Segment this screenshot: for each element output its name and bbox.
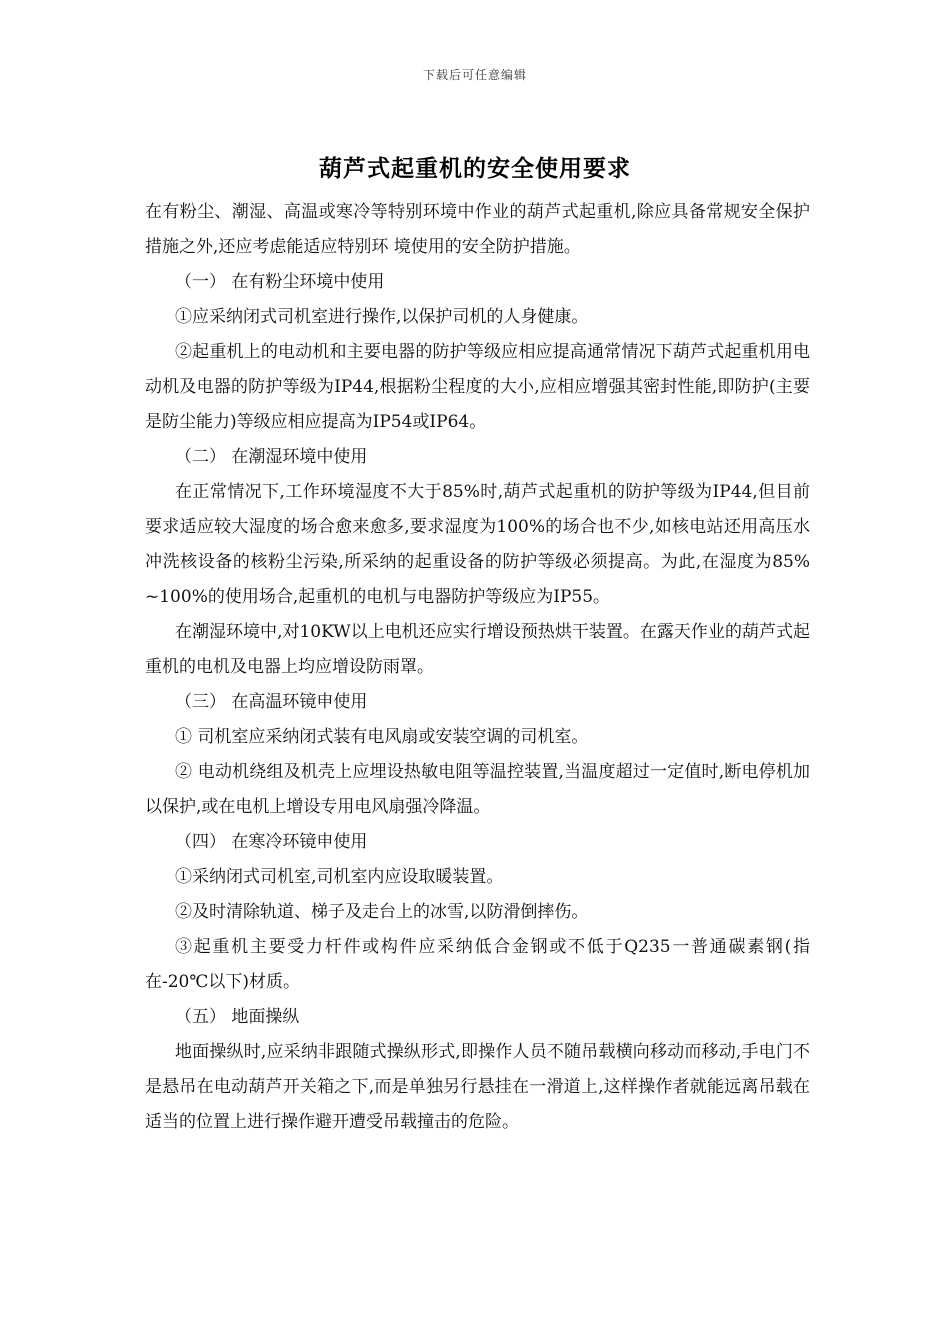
paragraph: ①应采纳闭式司机室进行操作,以保护司机的人身健康。	[175, 307, 589, 327]
paragraph: 在潮湿环境中,对10KW以上电机还应实行增设预热烘干装置。在露天作业的葫芦式起重机的电机及电器上均应增设防雨罩。	[145, 622, 810, 677]
paragraph: ③起重机主要受力杆件或构件应采纳低合金钢或不低于Q235一普通碳素钢(指在-20℃以下)材质。	[145, 937, 810, 992]
paragraph: 在正常情况下,工作环境湿度不大于85%时,葫芦式起重机的防护等级为IP44,但目前要求适应较大湿度的场合愈来愈多,要求湿度为100%的场合也不少,如核电站还用高压水冲洗核设备的核粉尘污染,所采纳的起重设备的防护等级必须提高。为此,在湿度为85% ~100%的使用场合,起重机的电机与电器防护等级应为IP55。	[145, 482, 810, 607]
section-heading-ground-control: （五） 地面操纵	[175, 1007, 300, 1027]
section-heading-humid: （二） 在潮湿环境中使用	[175, 447, 368, 467]
paragraph: ②起重机上的电动机和主要电器的防护等级应相应提高通常情况下葫芦式起重机用电动机及电器的防护等级为IP44,根据粉尘程度的大小,应相应增强其密封性能,即防护(主要是防尘能力)等级应相应提高为IP54或IP64。	[145, 342, 810, 432]
section-heading-cold: （四） 在寒冷环镜申使用	[175, 832, 368, 852]
intro-paragraph: 在有粉尘、潮湿、高温或寒冷等特别环境中作业的葫芦式起重机,除应具备常规安全保护措施之外,还应考虑能适应特别环 境使用的安全防护措施。	[145, 202, 810, 257]
document-title: 葫芦式起重机的安全使用要求	[319, 156, 631, 182]
header-note: 下载后可任意编辑	[422, 68, 527, 82]
paragraph: ②及时清除轨道、梯子及走台上的冰雪,以防滑倒摔伤。	[175, 902, 589, 922]
document-body	[145, 195, 810, 1140]
paragraph: ① 司机室应采纳闭式装有电风扇或安装空调的司机室。	[175, 727, 589, 747]
section-heading-dust: （一） 在有粉尘环境中使用	[175, 272, 385, 292]
paragraph: ①采纳闭式司机室,司机室内应设取暖装置。	[175, 867, 504, 887]
paragraph: ② 电动机绕组及机壳上应埋设热敏电阻等温控装置,当温度超过一定值时,断电停机加以保护,或在电机上增设专用电风扇强冷降温。	[145, 762, 810, 817]
paragraph: 地面操纵时,应采纳非跟随式操纵形式,即操作人员不随吊载横向移动而移动,手电门不是悬吊在电动葫芦开关箱之下,而是单独另行悬挂在一滑道上,这样操作者就能远离吊载在适当的位置上进行操作避开遭受吊载撞击的危险。	[145, 1042, 810, 1132]
section-heading-heat: （三） 在高温环镜申使用	[175, 692, 368, 712]
